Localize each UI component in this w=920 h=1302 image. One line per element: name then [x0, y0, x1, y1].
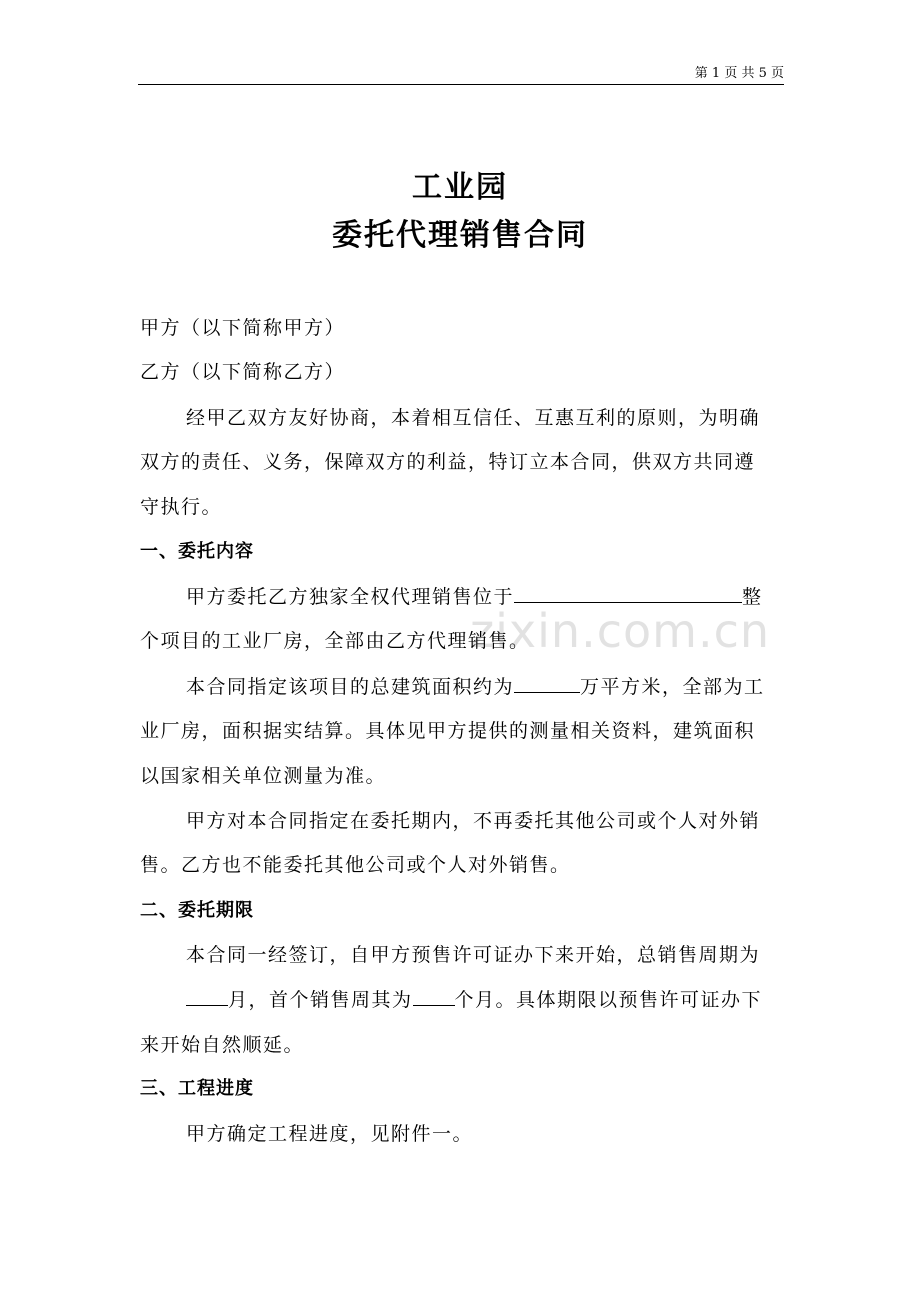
section-2-line-1: 本合同一经签订，自甲方预售许可证办下来开始，总销售周期为: [186, 944, 761, 966]
section-1-p2-line-2: 业厂房，面积据实结算。具体见甲方提供的测量相关资料，建筑面积: [140, 720, 756, 742]
section-2-line-3: 来开始自然顺延。: [140, 1034, 305, 1056]
party-b-line: 乙方（以下简称乙方）: [140, 361, 346, 383]
document-title: 工业园: [412, 170, 508, 205]
text-segment: 月，首个销售周其为: [228, 989, 413, 1011]
section-2-heading: 二、委托期限: [140, 900, 254, 921]
text-segment: 本合同指定该项目的总建筑面积约为: [186, 676, 515, 698]
section-1-heading: 一、委托内容: [140, 541, 254, 562]
text-segment: 整: [742, 586, 763, 608]
document-subtitle: 委托代理销售合同: [332, 218, 588, 253]
section-3-heading: 三、工程进度: [140, 1078, 254, 1099]
text-segment: 万平方米，全部为工: [580, 676, 765, 698]
intro-line-2: 双方的责任、义务，保障双方的利益，特订立本合同，供双方共同遵: [140, 451, 756, 473]
intro-line-3: 守执行。: [140, 496, 223, 518]
section-1-p3-line-2: 售。乙方也不能委托其他公司或个人对外销售。: [140, 854, 571, 876]
watermark: zixin.com.cn: [470, 604, 771, 658]
party-a-line: 甲方（以下简称甲方）: [140, 317, 346, 339]
area-blank: [514, 672, 580, 693]
section-2-line-2: [186, 985, 786, 1015]
page-number: 第 1 页 共 5 页: [694, 66, 784, 81]
page-header: [138, 64, 784, 85]
section-1-p1-line-2: 个项目的工业厂房，全部由乙方代理销售。: [140, 630, 530, 652]
text-segment: 甲方委托乙方独家全权代理销售位于: [186, 586, 515, 608]
intro-line-1: 经甲乙双方友好协商，本着相互信任、互惠互利的原则，为明确: [186, 407, 761, 429]
section-1-p3-line-1: 甲方对本合同指定在委托期内，不再委托其他公司或个人对外销: [186, 810, 761, 832]
text-segment: 个月。具体期限以预售许可证办下: [454, 989, 763, 1011]
section-1-p1-line-1: [186, 582, 786, 612]
section-1-p2-line-3: 以国家相关单位测量为准。: [140, 765, 387, 787]
location-blank: [514, 582, 742, 603]
section-1-p2-line-1: [186, 672, 786, 702]
first-period-blank: [413, 985, 455, 1006]
section-3-line-1: 甲方确定工程进度，见附件一。: [186, 1123, 474, 1145]
period-blank: [186, 985, 228, 1006]
